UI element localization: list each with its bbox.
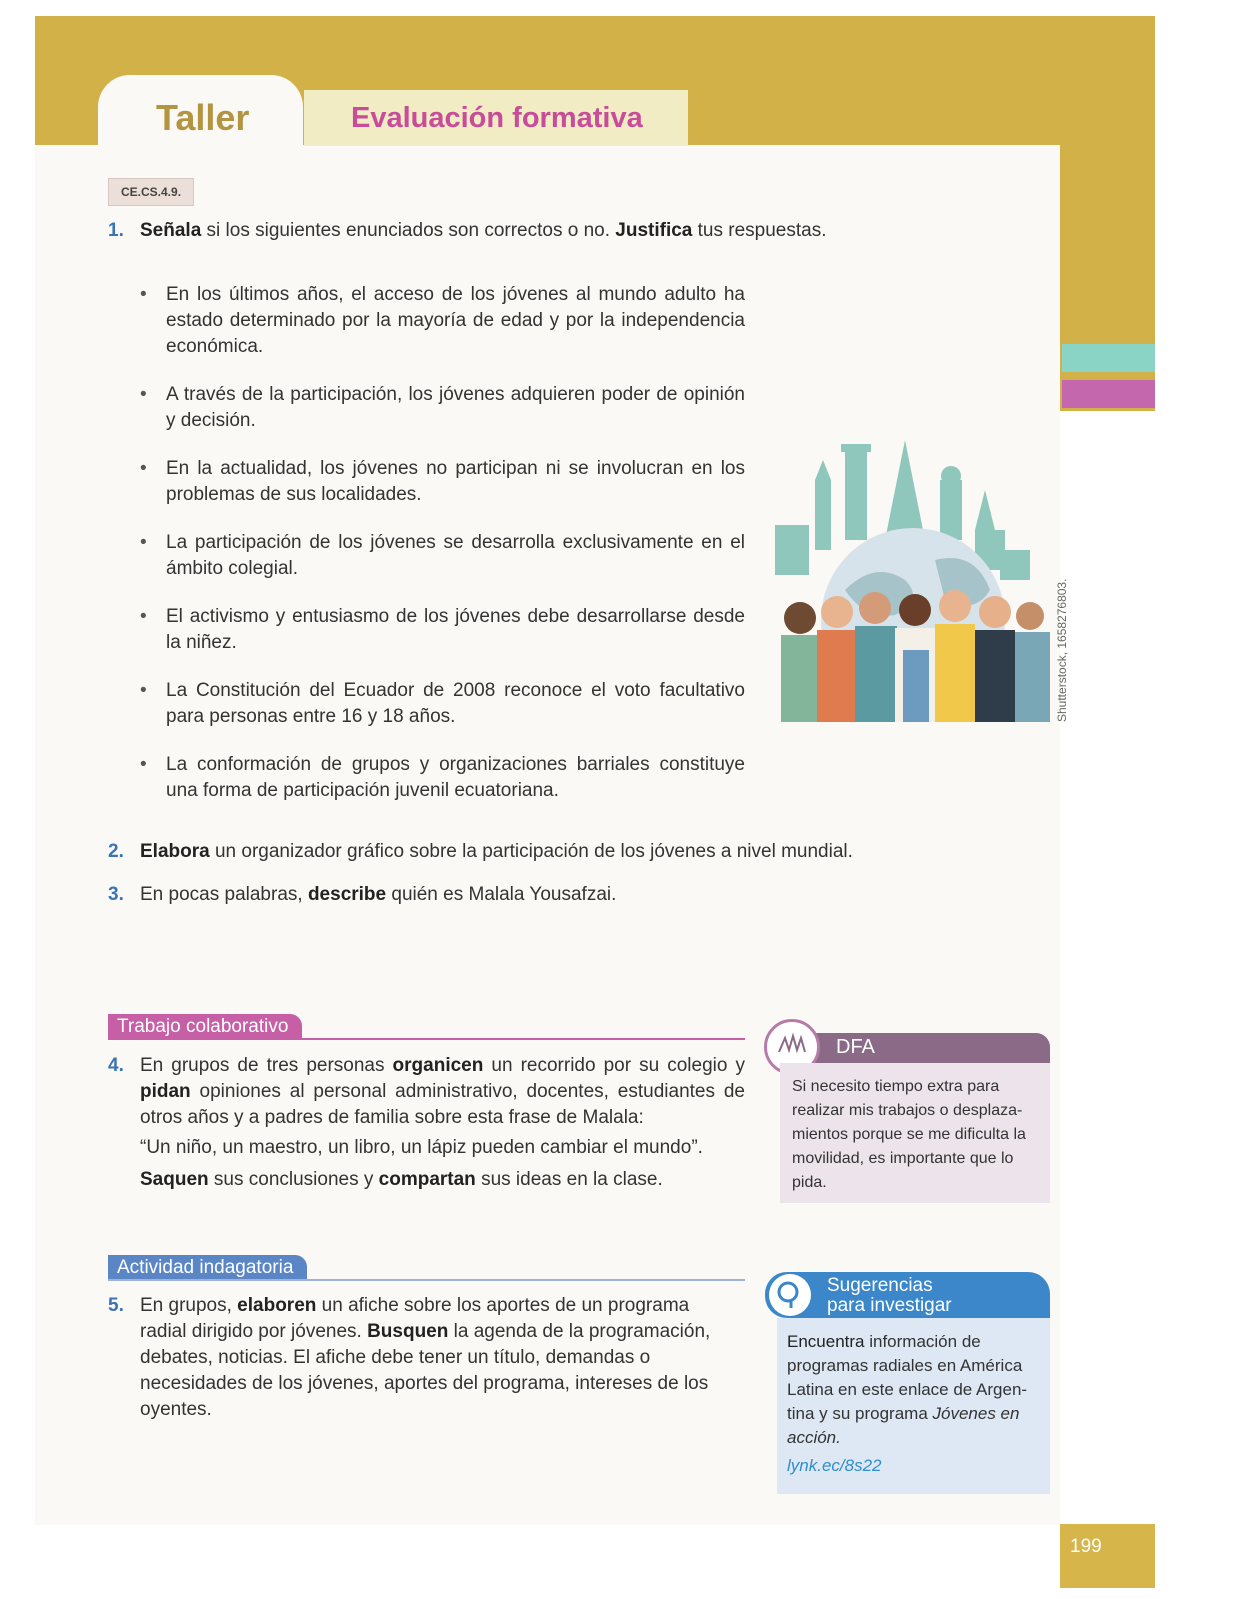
section-title: Actividad indagatoria [108,1255,307,1281]
sugerencias-box [765,1272,1050,1494]
actividad-indagatoria-header [108,1255,745,1281]
page-number-box [1060,1524,1155,1584]
statement-item: • En los últimos años, el acceso de los jóvenes al mundo adulto ha estado determinado por la mayoría de edad y por la independencia económica. [140,282,745,360]
instruction-text: un afiche sobre los aportes de un programa radial dirigido por jóvenes. [140,1295,690,1342]
image-credit: Shutterstock, 1658276803. [1055,578,1069,722]
question-number: 4. [108,1055,124,1076]
resource-link[interactable]: lynk.ec/8s22 [787,1456,882,1475]
instruction-verb: Justifica [615,220,693,241]
question-number: 3. [108,884,124,905]
tab-evaluacion [304,90,688,146]
question-3 [108,882,940,908]
question-number: 1. [108,220,124,241]
sugerencias-title-line: para investigar [827,1295,952,1316]
youth-world-illustration [775,440,1050,722]
statement-list [140,282,745,826]
instruction-verb: compartan [378,1169,476,1190]
instruction-text: información de programas radiales en América Latina en este enlace de Argen-tina y su programa [787,1332,1028,1423]
question-number: 2. [108,841,124,862]
trabajo-colaborativo-header [108,1014,745,1040]
malala-quote: “Un niño, un maestro, un libro, un lápiz pueden cambiar el mundo”. [140,1137,703,1158]
section-rule [108,1279,745,1281]
sugerencias-title-line: Sugerencias [827,1275,933,1296]
statement-item: • El activismo y entusiasmo de los jóvenes debe desarrollarse desde la niñez. [140,604,745,656]
statement-item: • En la actualidad, los jóvenes no participan ni se involucran en los problemas de sus localidades. [140,456,745,508]
sugerencias-header [765,1272,1050,1318]
statement-item: • La Constitución del Ecuador de 2008 reconoce el voto facultativo para personas entre 16 y 18 años. [140,678,745,730]
program-name: Jóvenes en acción. [787,1404,1020,1447]
page-number-stripe [1060,1584,1155,1588]
instruction-verb: Encuentra [787,1332,865,1351]
instruction-verb: elaboren [237,1295,317,1316]
instruction-text: quién es Malala Yousafzai. [386,884,617,905]
instruction-text: En grupos de tres personas [140,1055,393,1076]
instruction-text: sus conclusiones y [208,1169,379,1190]
dfa-title: DFA [836,1036,875,1058]
instruction-verb: pidan [140,1081,191,1102]
instruction-verb: Saquen [140,1169,209,1190]
instruction-text: un recorrido por su colegio y [483,1055,745,1076]
teal-stripe [1062,344,1155,372]
instruction-text: si los siguientes enunciados son correctos o no. [201,220,616,241]
question-number: 5. [108,1295,124,1316]
instruction-text: En grupos, [140,1295,238,1316]
section-rule [108,1038,745,1040]
instruction-text: sus ideas en la clase. [475,1169,663,1190]
instruction-text: tus respuestas. [692,220,827,241]
question-5 [108,1293,740,1423]
statement-item: • A través de la participación, los jóvenes adquieren poder de opinión y decisión. [140,382,745,434]
tab-taller-label: Taller [156,97,250,138]
pink-stripe [1062,380,1155,408]
instruction-verb: Busquen [367,1321,449,1342]
magnifier-icon [769,1274,811,1316]
question-2 [108,839,940,865]
dfa-box [760,1033,1050,1203]
tab-evaluacion-label: Evaluación formativa [351,102,643,134]
instruction-text: En pocas palabras, [140,884,308,905]
instruction-verb: describe [307,884,387,905]
page-number: 199 [1070,1536,1102,1557]
dfa-header [780,1033,1050,1063]
question-4 [108,1053,745,1193]
sugerencias-title [827,1276,952,1316]
instruction-text: opiniones al personal administrativo, docentes, estudiantes de otros años y a padres de familia sobre esta frase de Malala: [140,1081,745,1128]
sugerencias-text [777,1318,1050,1494]
question-4-closing [140,1167,745,1193]
instruction-text: la agenda de la programación, debates, noticias. El afiche debe tener un título, demandas o necesidades de los jóvenes, aportes del programa, intereses de los oyentes. [140,1321,711,1420]
curriculum-code-badge: CE.CS.4.9. [108,178,194,206]
statement-item: • La participación de los jóvenes se desarrolla exclusivamente en el ámbito colegial. [140,530,745,582]
section-title: Trabajo colaborativo [108,1014,302,1040]
instruction-text: un organizador gráfico sobre la participación de los jóvenes a nivel mundial. [209,841,853,862]
question-1 [108,218,840,244]
instruction-verb: organicen [392,1055,484,1076]
instruction-verb: Elabora [140,841,210,862]
tab-taller [98,75,303,147]
statement-item: • La conformación de grupos y organizaciones barriales constituye una forma de participación juvenil ecuatoriana. [140,752,745,804]
instruction-verb: Señala [140,220,202,241]
dfa-text: Si necesito tiempo extra para realizar mis trabajos o desplaza-mientos porque se me dificulta la movilidad, es importante que lo pida. [780,1063,1050,1203]
